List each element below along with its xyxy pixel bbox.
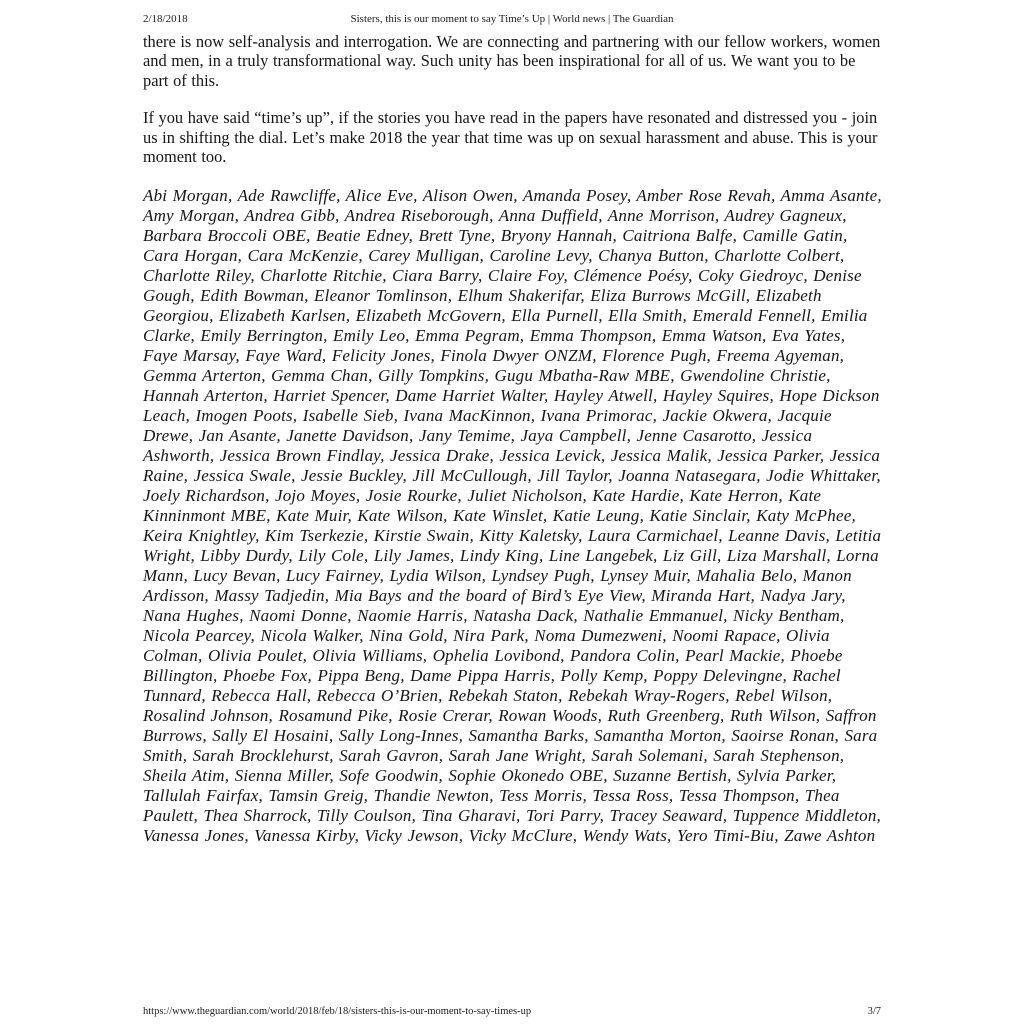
print-date: 2/18/2018 <box>143 13 188 25</box>
document-title: Sisters, this is our moment to say Time’s Up | World news | The Guardian <box>350 13 674 25</box>
print-footer <box>143 1006 881 1018</box>
article-body <box>143 32 882 846</box>
article-paragraph-1: there is now self-analysis and interrogation. We are connecting and partnering with our fellow workers, women and men, in a truly transformational way. Such unity has been inspirational for all of us. We want you to be part of this. <box>143 32 881 90</box>
page-indicator: 3/7 <box>867 1006 881 1017</box>
article-paragraph-2: If you have said “time’s up”, if the stories you have read in the papers have resonated and distressed you - join us in shifting the dial. Let’s make 2018 the year that time was up on sexual harassment and abuse. This is your moment too. <box>143 108 878 167</box>
print-header <box>143 13 881 26</box>
source-url: https://www.theguardian.com/world/2018/feb/18/sisters-this-is-our-moment-to-say-times-up <box>143 1006 532 1017</box>
signatories-list: Abi Morgan, Ade Rawcliffe, Alice Eve, Alison Owen, Amanda Posey, Amber Rose Revah, Amma Asante, Amy Morgan, Andrea Gibb, Andrea Riseborough, Anna Duffield, Anne Morrison, Audrey Gagneux, Barbara Broccoli OBE, Beatie Edney, Brett Tyne, Bryony Hannah, Caitriona Balfe, Camille Gatin, Cara Horgan, Cara McKenzie, Carey Mulligan, Caroline Levy, Chanya Button, Charlotte Colbert, Charlotte Riley, Charlotte Ritchie, Ciara Barry, Claire Foy, Clémence Poésy, Coky Giedroyc, Denise Gough, Edith Bowman, Eleanor Tomlinson, Elhum Shakerifar, Eliza Burrows McGill, Elizabeth Georgiou, Elizabeth Karlsen, Elizabeth McGovern, Ella Purnell, Ella Smith, Emerald Fennell, Emilia Clarke, Emily Berrington, Emily Leo, Emma Pegram, Emma Thompson, Emma Watson, Eva Yates, Faye Marsay, Faye Ward, Felicity Jones, Finola Dwyer ONZM, Florence Pugh, Freema Agyeman, Gemma Arterton, Gemma Chan, Gilly Tompkins, Gugu Mbatha-Raw MBE, Gwendoline Christie, Hannah Arterton, Harriet Spencer, Dame Harriet Walter, Hayley Atwell, Hayley Squires, Hope Dickson Leach, Imogen Poots, Isabelle Sieb, Ivana MacKinnon, Ivana Primorac, Jackie Okwera, Jacquie Drewe, Jan Asante, Janette Davidson, Jany Temime, Jaya Campbell, Jenne Casarotto, Jessica Ashworth, Jessica Brown Findlay, Jessica Drake, Jessica Levick, Jessica Malik, Jessica Parker, Jessica Raine, Jessica Swale, Jessie Buckley, Jill McCullough, Jill Taylor, Joanna Natasegara, Jodie Whittaker, Joely Richardson, Jojo Moyes, Josie Rourke, Juliet Nicholson, Kate Hardie, Kate Herron, Kate Kinninmont MBE, Kate Muir, Kate Wilson, Kate Winslet, Katie Leung, Katie Sinclair, Katy McPhee, Keira Knightley, Kim Tserkezie, Kirstie Swain, Kitty Kaletsky, Laura Carmichael, Leanne Davis, Letitia Wright, Libby Durdy, Lily Cole, Lily James, Lindy King, Line Langebek, Liz Gill, Liza Marshall, Lorna Mann, Lucy Bevan, Lucy Fairney, Lydia Wilson, Lyndsey Pugh, Lynsey Muir, Mahalia Belo, Manon Ardisson, Massy Tadjedin, Mia Bays and the board of Bird’s Eye View, Miranda Hart, Nadya Jary, Nana Hughes, Naomi Donne, Naomie Harris, Natasha Dack, Nathalie Emmanuel, Nicky Bentham, Nicola Pearcey, Nicola Walker, Nina Gold, Nira Park, Noma Dumezweni, Noomi Rapace, Olivia Colman, Olivia Poulet, Olivia Williams, Ophelia Lovibond, Pandora Colin, Pearl Mackie, Phoebe Billington, Phoebe Fox, Pippa Beng, Dame Pippa Harris, Polly Kemp, Poppy Delevingne, Rachel Tunnard, Rebecca Hall, Rebecca O’Brien, Rebekah Staton, Rebekah Wray-Rogers, Rebel Wilson, Rosalind Johnson, Rosamund Pike, Rosie Crerar, Rowan Woods, Ruth Greenberg, Ruth Wilson, Saffron Burrows, Sally El Hosaini, Sally Long-Innes, Samantha Barks, Samantha Morton, Saoirse Ronan, Sara Smith, Sarah Brocklehurst, Sarah Gavron, Sarah Jane Wright, Sarah Solemani, Sarah Stephenson, Sheila Atim, Sienna Miller, Sofe Goodwin, Sophie Okonedo OBE, Suzanne Bertish, Sylvia Parker, Tallulah Fairfax, Tamsin Greig, Thandie Newton, Tess Morris, Tessa Ross, Tessa Thompson, Thea Paulett, Thea Sharrock, Tilly Coulson, Tina Gharavi, Tori Parry, Tracey Seaward, Tuppence Middleton, Vanessa Jones, Vanessa Kirby, Vicky Jewson, Vicky McClure, Wendy Wats, Yero Timi-Biu, Zawe Ashton <box>143 186 882 846</box>
